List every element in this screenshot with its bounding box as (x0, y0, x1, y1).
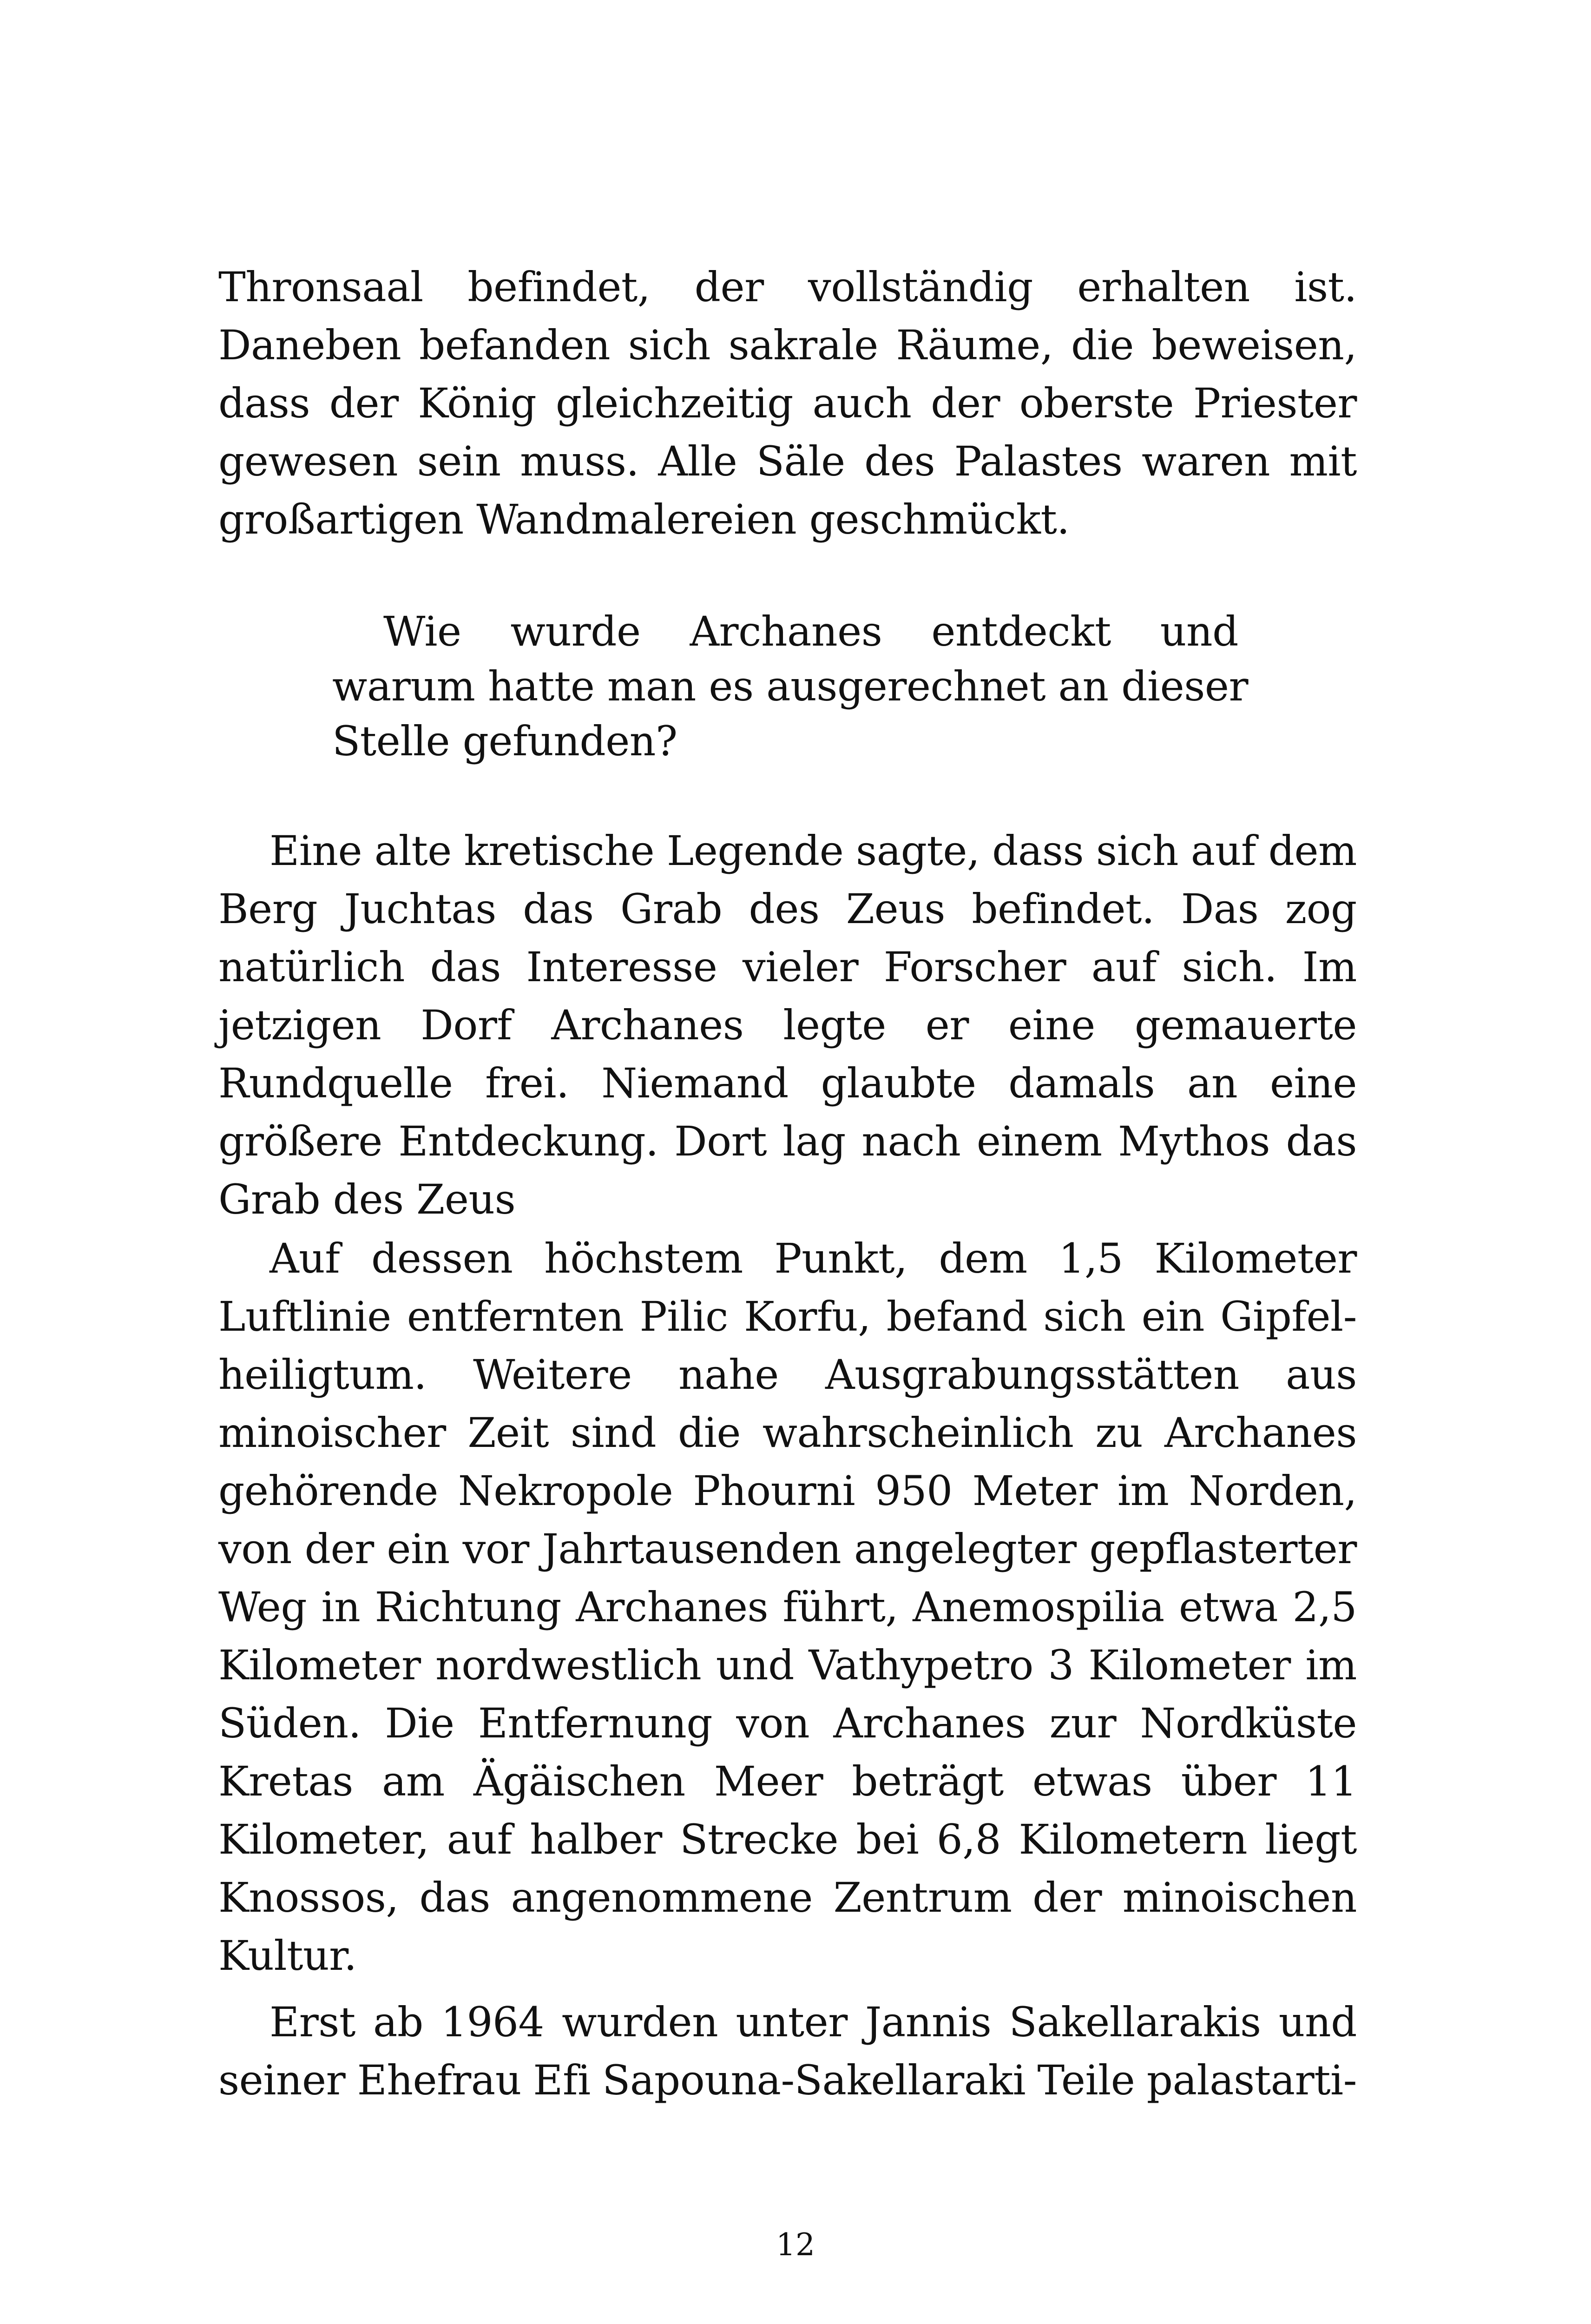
word: Luftlinie (218, 1293, 391, 1340)
word: im (1117, 1467, 1169, 1515)
word: eine (1269, 1059, 1357, 1107)
word: das (419, 1874, 490, 1921)
word: ist. (1294, 263, 1357, 311)
word: beträgt (852, 1757, 1004, 1805)
word: 11 (1305, 1757, 1357, 1805)
word: Nordküste (1140, 1699, 1357, 1747)
word: Das (1181, 885, 1259, 933)
word: Zeus (846, 885, 945, 933)
word: Knossos, (218, 1874, 399, 1921)
word: Interesse (526, 943, 717, 991)
word: Zentrum (833, 1874, 1012, 1921)
word: Daneben (218, 321, 401, 369)
word: in (321, 1583, 361, 1631)
word: Kilometer, (218, 1816, 429, 1863)
word: Kretas (218, 1757, 353, 1805)
word: der (304, 1525, 374, 1573)
word: die (1071, 321, 1134, 369)
word: Archanes (833, 1699, 1026, 1747)
word: sein (417, 437, 501, 485)
word: nahe (678, 1351, 779, 1399)
word: gleichzeitig (555, 379, 793, 427)
word: Phourni (693, 1467, 855, 1515)
word: Berg (218, 885, 318, 933)
question-line (332, 604, 1238, 659)
word: Pilic (639, 1293, 728, 1340)
word: nach (861, 1117, 961, 1165)
word: Grab (620, 885, 723, 933)
word: Vathypetro (809, 1641, 1033, 1689)
word: Palastes (954, 437, 1123, 485)
word: Ägäischen (473, 1757, 685, 1805)
word: auf (447, 1816, 512, 1863)
word: Norden, (1189, 1467, 1357, 1515)
word: beweisen, (1151, 321, 1357, 369)
word: palastarti- (1146, 2056, 1357, 2104)
text-line (218, 996, 1357, 1054)
word: von (218, 1525, 292, 1573)
word: auch (812, 379, 912, 427)
word: natürlich (218, 943, 405, 991)
word: vieler (742, 943, 859, 991)
word: gemauerte (1134, 1001, 1357, 1049)
word: kretische (464, 827, 655, 875)
word: erhalten (1077, 263, 1250, 311)
word: Weitere (473, 1351, 632, 1399)
word: führt, (782, 1583, 898, 1631)
word: Wie (383, 607, 461, 655)
word: bei (856, 1816, 919, 1863)
word: Entfernung (478, 1699, 713, 1747)
text-line (218, 1752, 1357, 1810)
word: dem (1268, 827, 1357, 875)
word: Entdeckung. (398, 1117, 658, 1165)
word: das (1286, 1117, 1357, 1165)
word: alte (374, 827, 452, 875)
word: Auf (270, 1235, 340, 1282)
word: im (1305, 1641, 1357, 1689)
word: der (931, 379, 1000, 427)
word: das (523, 885, 594, 933)
word: Alle (658, 437, 737, 485)
word: angelegter (854, 1525, 1077, 1573)
word: Kilometer (1154, 1235, 1357, 1282)
word: Süden. (218, 1699, 362, 1747)
word: aus (1286, 1351, 1357, 1399)
word: Meer (714, 1757, 823, 1805)
word: dessen (371, 1235, 513, 1282)
word: Priester (1193, 379, 1357, 427)
word: Archanes (690, 607, 882, 655)
word: und (1278, 1998, 1357, 2046)
text-line (218, 1636, 1357, 1694)
word: befand (886, 1293, 1028, 1340)
word: der (1032, 1874, 1102, 1921)
word: dass (218, 379, 310, 427)
word: Erst (270, 1998, 355, 2046)
word: Archanes (576, 1583, 769, 1631)
word: halber (530, 1816, 662, 1863)
word: entdeckt (931, 607, 1111, 655)
text-line (218, 1287, 1357, 1346)
word: Korfu, (744, 1293, 871, 1340)
word: ein (1141, 1293, 1205, 1340)
text-line (218, 1462, 1357, 1520)
text-line (218, 2051, 1357, 2109)
text-line (218, 1868, 1357, 1927)
word: 6,8 (936, 1816, 1001, 1863)
word: 1,5 (1058, 1235, 1123, 1282)
word: Zeit (467, 1409, 549, 1457)
word: höchstem (544, 1235, 743, 1282)
word: vor (462, 1525, 529, 1573)
paragraph-summit (218, 1229, 1357, 1985)
word: seiner (218, 2056, 346, 2104)
word: auf (1190, 827, 1256, 875)
text-line (218, 1694, 1357, 1752)
word: Archanes (1164, 1409, 1357, 1457)
word: auf (1091, 943, 1157, 991)
word: zur (1049, 1699, 1117, 1747)
word: damals (1008, 1059, 1155, 1107)
word: minoischen (1122, 1874, 1357, 1921)
word: Kilometern (1019, 1816, 1248, 1863)
word: wahrscheinlich (762, 1409, 1074, 1457)
word: der (694, 263, 764, 311)
word: des (749, 885, 820, 933)
word: zu (1095, 1409, 1143, 1457)
word: Meter (972, 1467, 1098, 1515)
word: legte (783, 1001, 886, 1049)
word: sich (1043, 1293, 1126, 1340)
text-line (218, 1810, 1357, 1868)
word: liegt (1265, 1816, 1357, 1863)
question-block (332, 604, 1249, 769)
text-line (218, 1054, 1357, 1112)
word: einem (976, 1117, 1102, 1165)
word: Sapouna-Sakellaraki (602, 2056, 1026, 2104)
word: Weg (218, 1583, 307, 1631)
word: befindet, (467, 263, 651, 311)
word: etwa (1178, 1583, 1278, 1631)
word: gewesen (218, 437, 398, 485)
word: Im (1302, 943, 1357, 991)
word: Jahrtausenden (542, 1525, 842, 1573)
text-line (218, 316, 1357, 374)
word: Räume, (896, 321, 1053, 369)
text-line (218, 432, 1357, 490)
word: Archanes (551, 1001, 744, 1049)
word: 1964 (440, 1998, 544, 2046)
word: Säle (756, 437, 845, 485)
word: die (677, 1409, 741, 1457)
question-line: warum hatte man es ausgerechnet an dieser (332, 662, 1249, 710)
word: über (1181, 1757, 1276, 1805)
paragraph-excavation (218, 1993, 1357, 2109)
word: Gipfel- (1220, 1293, 1357, 1340)
text-line (218, 1404, 1357, 1462)
word: größere (218, 1117, 382, 1165)
word: befindet. (972, 885, 1155, 933)
paragraph-legend (218, 822, 1357, 1228)
page-number: 12 (776, 2227, 815, 2263)
word: an (1187, 1059, 1238, 1107)
word: er (925, 1001, 969, 1049)
text-line (218, 938, 1357, 996)
word: unter (736, 1998, 848, 2046)
word: und (1160, 607, 1238, 655)
word: Kilometer (218, 1641, 421, 1689)
word: Kilometer (1088, 1641, 1291, 1689)
text-line (218, 822, 1357, 880)
word: wurden (562, 1998, 718, 2046)
word: Efi (533, 2056, 591, 2104)
word: und (716, 1641, 794, 1689)
word: sich (1096, 827, 1179, 875)
word: mit (1289, 437, 1357, 485)
word: angenommene (511, 1874, 813, 1921)
word: nordwestlich (435, 1641, 702, 1689)
word: wurde (510, 607, 641, 655)
word: von (736, 1699, 810, 1747)
word: minoischer (218, 1409, 446, 1457)
word: dass (992, 827, 1084, 875)
word: 3 (1048, 1641, 1074, 1689)
word: Anemospilia (913, 1583, 1164, 1631)
word: Thronsaal (218, 263, 423, 311)
word: König (418, 379, 537, 427)
word: heiligtum. (218, 1351, 427, 1399)
word: der (329, 379, 399, 427)
word: entfernten (407, 1293, 624, 1340)
word: sakrale (728, 321, 878, 369)
text-line: Kultur. (218, 1932, 357, 1980)
word: sich (628, 321, 711, 369)
word: glaubte (821, 1059, 976, 1107)
word: Dort (674, 1117, 767, 1165)
text-line (218, 1346, 1357, 1404)
word: Punkt, (774, 1235, 907, 1282)
word: waren (1142, 437, 1270, 485)
word: des (864, 437, 935, 485)
word: Sakellarakis (1009, 1998, 1261, 2046)
word: Juchtas (344, 885, 496, 933)
word: muss. (520, 437, 639, 485)
word: gehörende (218, 1467, 438, 1515)
word: Nekropole (458, 1467, 673, 1515)
word: jetzigen (218, 1001, 381, 1049)
word: Dorf (421, 1001, 512, 1049)
word: ab (373, 1998, 423, 2046)
word: am (381, 1757, 445, 1805)
word: Eine (270, 827, 362, 875)
word: Rundquelle (218, 1059, 453, 1107)
word: Forscher (883, 943, 1066, 991)
word: 950 (875, 1467, 953, 1515)
text-line (218, 880, 1357, 938)
word: eine (1008, 1001, 1095, 1049)
word: Jannis (865, 1998, 992, 2046)
word: Teile (1037, 2056, 1135, 2104)
text-line (218, 1578, 1357, 1636)
text-line: großartigen Wandmalereien geschmückt. (218, 495, 1070, 543)
text-line (218, 1993, 1357, 2051)
word: sind (570, 1409, 657, 1457)
word: befanden (419, 321, 611, 369)
word: Ehefrau (357, 2056, 521, 2104)
paragraph-intro (218, 258, 1357, 548)
text-line (218, 1112, 1357, 1170)
word: zog (1285, 885, 1357, 933)
text-line (218, 1229, 1357, 1287)
word: gepflasterter (1089, 1525, 1357, 1573)
word: dem (939, 1235, 1027, 1282)
word: Richtung (375, 1583, 561, 1631)
text-line: Grab des Zeus (218, 1175, 516, 1223)
word: ein (387, 1525, 450, 1573)
word: das (430, 943, 501, 991)
word: vollständig (808, 263, 1033, 311)
word: 2,5 (1292, 1583, 1357, 1631)
text-line (218, 374, 1357, 432)
word: Strecke (680, 1816, 839, 1863)
word: oberste (1019, 379, 1174, 427)
word: frei. (485, 1059, 569, 1107)
word: etwas (1032, 1757, 1152, 1805)
word: Legende (666, 827, 844, 875)
word: Niemand (601, 1059, 789, 1107)
question-line: Stelle gefunden? (332, 717, 677, 765)
word: Die (385, 1699, 454, 1747)
word: sich. (1182, 943, 1277, 991)
word: lag (782, 1117, 846, 1165)
word: Mythos (1118, 1117, 1270, 1165)
text-line (218, 1520, 1357, 1578)
word: sagte, (856, 827, 980, 875)
word: Ausgrabungsstätten (825, 1351, 1239, 1399)
text-line (218, 258, 1357, 316)
